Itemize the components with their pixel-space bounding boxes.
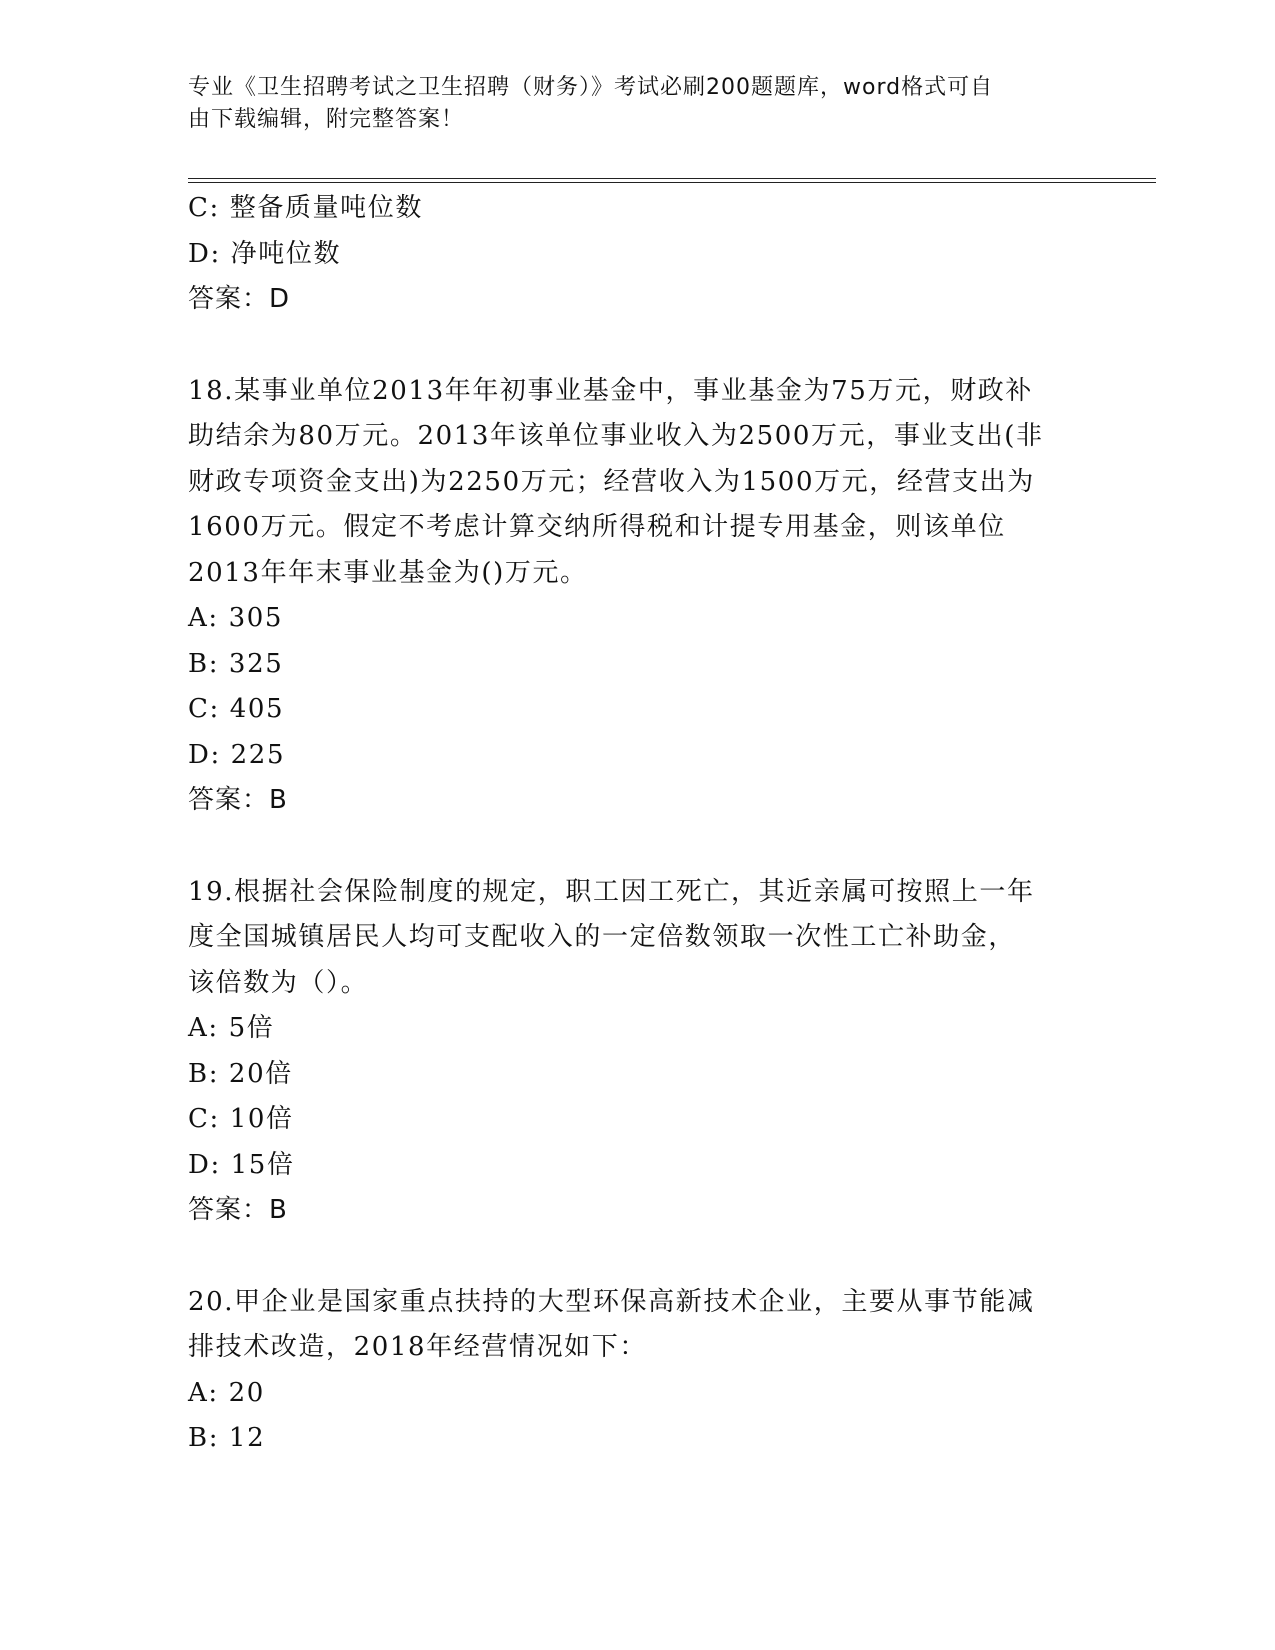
question-stem-line: 20.甲企业是国家重点扶持的大型环保高新技术企业，主要从事节能减	[188, 1286, 1035, 1317]
answer: 答案：B	[188, 785, 288, 815]
option-d: D: 净吨位数	[188, 238, 342, 269]
option-d: D: 225	[188, 739, 286, 770]
question-20	[188, 1280, 1088, 1462]
option-b: B: 325	[188, 648, 284, 679]
option-c: C: 405	[188, 694, 285, 724]
document-header	[188, 72, 1068, 136]
option-a: A: 5倍	[188, 1013, 275, 1043]
option-c: C: 整备质量吨位数	[188, 193, 423, 223]
question-18	[188, 369, 1088, 824]
question-stem-line: 1600万元。假定不考虑计算交纳所得税和计提专用基金，则该单位	[188, 512, 1006, 542]
option-d: D: 15倍	[188, 1149, 295, 1180]
option-b: B: 12	[188, 1423, 266, 1453]
question-19	[188, 870, 1088, 1234]
header-line: 由下载编辑，附完整答案！	[188, 107, 465, 132]
question-stem-line: 该倍数为（）。	[188, 967, 369, 998]
option-a: A: 20	[188, 1377, 265, 1408]
answer: 答案：D	[188, 284, 291, 314]
question-stem-line: 19.根据社会保险制度的规定，职工因工死亡，其近亲属可按照上一年	[188, 876, 1035, 907]
answer: 答案：B	[188, 1195, 288, 1225]
header-line: 专业《卫生招聘考试之卫生招聘（财务）》考试必刷200题题库，word格式可自	[188, 75, 994, 100]
question-stem-line: 2013年年末事业基金为()万元。	[188, 557, 588, 588]
document-body	[188, 186, 1088, 1462]
question-stem-line: 排技术改造，2018年经营情况如下：	[188, 1332, 647, 1362]
option-a: A: 305	[188, 603, 284, 633]
question-stem-line: 助结余为80万元。2013年该单位事业收入为2500万元，事业支出(非	[188, 421, 1044, 451]
question-stem-line: 财政专项资金支出)为2250万元；经营收入为1500万元，经营支出为	[188, 466, 1035, 497]
option-b: B: 20倍	[188, 1058, 293, 1089]
question-17-tail	[188, 186, 1088, 323]
header-divider	[188, 178, 1156, 183]
question-stem-line: 度全国城镇居民人均可支配收入的一定倍数领取一次性工亡补助金，	[188, 922, 1017, 952]
option-c: C: 10倍	[188, 1104, 294, 1134]
question-stem-line: 18.某事业单位2013年年初事业基金中，事业基金为75万元，财政补	[188, 375, 1034, 406]
